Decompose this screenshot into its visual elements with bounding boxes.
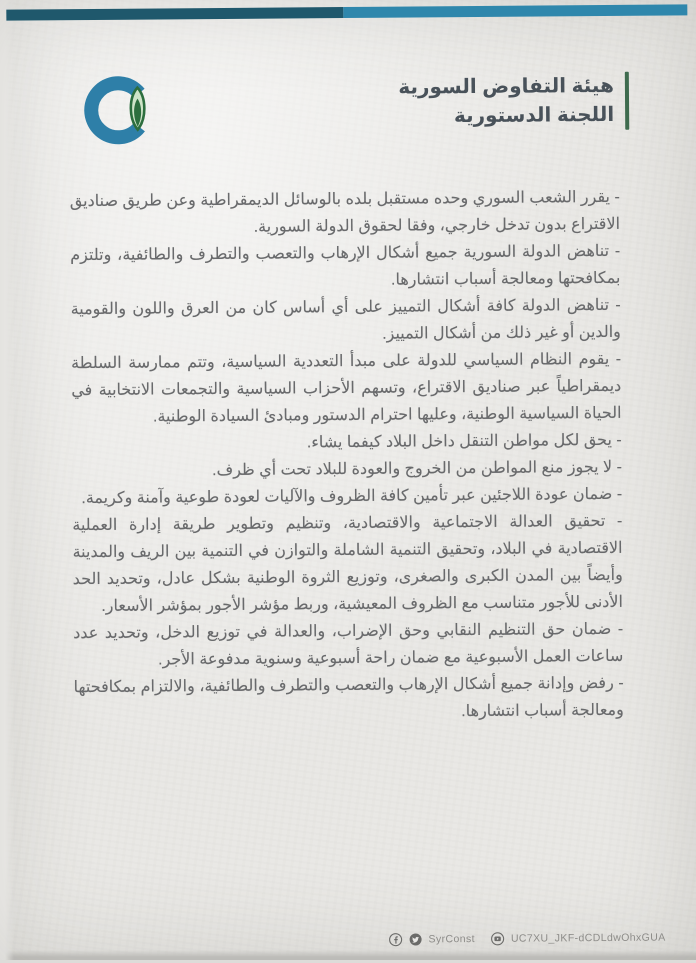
- twitter-icon: [408, 932, 422, 946]
- top-ribbon-light-segment: [343, 4, 687, 18]
- youtube-icon: [491, 932, 505, 946]
- committee-title: اللجنة الدستورية: [453, 103, 615, 128]
- constitutional-committee-logo-icon: [80, 71, 157, 148]
- top-ribbon: [6, 4, 687, 20]
- statement-body: [70, 184, 624, 728]
- document-footer: [388, 931, 665, 947]
- document-header: [0, 65, 693, 150]
- youtube-channel-id: UC7XU_JKF-dCDLdwOhxGUA: [510, 931, 666, 945]
- statement-paragraph: - تناهض الدولة السورية جميع أشكال الإرهاب والتعصب والتطرف والطائفية، وتلتزم بمكافحتها ومعالجة أسباب انتشارها.: [70, 242, 621, 289]
- statement-paragraph: - يحق لكل مواطن التنقل داخل البلاد كيفما يشاء.: [306, 431, 622, 452]
- statement-paragraph: - رفض وإدانة جميع أشكال الإرهاب والتعصب والتطرف والطائفية، والالتزام بمكافحتها ومعالجة أسباب انتشارها.: [73, 674, 624, 721]
- social-handle: SyrConst: [428, 933, 475, 946]
- statement-paragraph: - تناهض الدولة كافة أشكال التمييز على أي أساس كان من العرق واللون والقومية والدين أو غير ذلك من أشكال التمييز.: [70, 296, 621, 343]
- statement-paragraph: - لا يجوز منع المواطن من الخروج والعودة للبلاد تحت أي ظرف.: [212, 458, 622, 480]
- facebook-icon: [388, 933, 402, 947]
- top-ribbon-dark-segment: [6, 7, 343, 21]
- statement-paragraph: - يقوم النظام السياسي للدولة على مبدأ التعددية السياسية، وتتم ممارسة السلطة ديمقراطياً عبر صناديق الاقتراع، وتسهم الأحزاب السياسية والتجمعات الانتخابية في الحياة السياسية الوطنية، وعليها احترام الدستور ومبادئ السيادة الوطنية.: [71, 350, 622, 426]
- statement-paragraph: - ضمان حق التنظيم النقابي وحق الإضراب، والعدالة في توزيع الدخل، وتحديد عدد ساعات العمل الأسبوعية مع ضمان راحة أسبوعية وسنوية مدفوعة الأجر.: [73, 620, 624, 669]
- statement-paragraph: - تحقيق العدالة الاجتماعية والاقتصادية، وتنظيم وتطوير طريقة إدارة العملية الاقتصادية في البلاد، وتحقيق التنمية الشاملة والتوازن في التنمية بين الريف والمدينة وأيضاً بين المدن الكبرى والصغرى، وتوزيع الثروة الوطنية بشكل عادل، وتحديد الحد الأدنى للأجور متناسب مع الظروف المعيشية، وربط مؤشر الأجور بمؤشر الأسعار.: [72, 512, 624, 615]
- header-green-rule: [625, 72, 629, 130]
- statement-paragraph: - ضمان عودة اللاجئين عبر تأمين كافة الظروف والآليات لعودة طوعية وآمنة وكريمة.: [81, 485, 623, 508]
- org-title: هيئة التفاوض السورية: [398, 74, 614, 99]
- statement-paragraph: - يقرر الشعب السوري وحده مستقبل بلده بالوسائل الديمقراطية وعن طريق صناديق الاقتراع بدون تدخل خارجي، وفقا لحقوق الدولة السورية.: [69, 188, 621, 236]
